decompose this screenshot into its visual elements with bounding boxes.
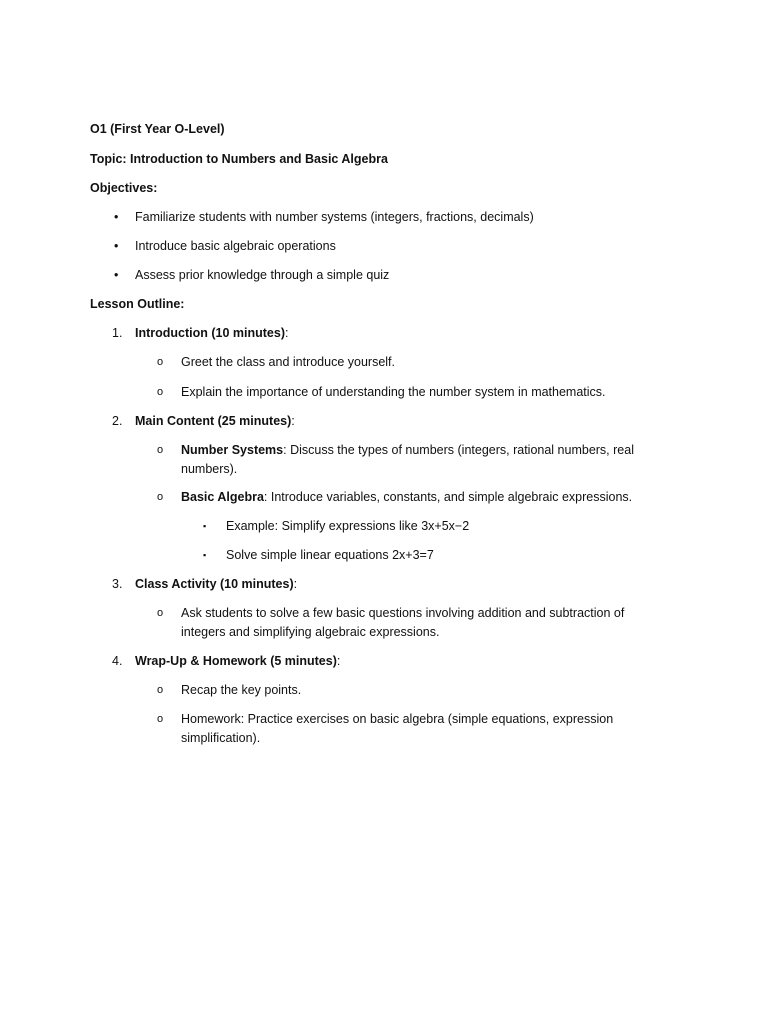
circle-bullet-icon: o (157, 491, 164, 503)
item-lead: Basic Algebra (181, 490, 264, 504)
section-title (135, 324, 288, 343)
bullet-icon: • (114, 239, 119, 253)
item-text: : Discuss the types of numbers (integers, rational numbers, real numbers). (181, 443, 634, 476)
section-title (135, 575, 297, 594)
sub-item: Example: Simplify expressions like 3x+5x−2 (226, 519, 470, 533)
section-title-text: Introduction (10 minutes) (135, 326, 285, 340)
objective-item: Familiarize students with number systems (integers, fractions, decimals) (135, 210, 534, 224)
section-item: Greet the class and introduce yourself. (181, 355, 396, 369)
section-title-text: Class Activity (10 minutes) (135, 577, 294, 591)
class-title: O1 (First Year O-Level) (90, 122, 225, 136)
section-number: 3. (112, 577, 123, 591)
section-item: Recap the key points. (181, 683, 302, 697)
item-text: : Introduce variables, constants, and simple algebraic expressions. (263, 490, 633, 504)
section-title-text: Wrap-Up & Homework (5 minutes) (135, 654, 337, 668)
section-number: 2. (112, 414, 123, 428)
circle-bullet-icon: o (157, 684, 164, 696)
section-title-suffix: : (293, 577, 298, 591)
bullet-icon: • (114, 268, 119, 282)
section-number: 1. (112, 326, 123, 340)
topic-line: Topic: Introduction to Numbers and Basic Algebra (90, 152, 388, 166)
section-item (181, 441, 641, 479)
circle-bullet-icon: o (157, 713, 164, 725)
item-lead: Number Systems (181, 443, 284, 457)
section-item (181, 488, 641, 507)
bullet-icon: • (114, 210, 119, 224)
section-title (135, 412, 295, 431)
circle-bullet-icon: o (157, 386, 164, 398)
sub-item: Solve simple linear equations 2x+3=7 (226, 548, 434, 562)
circle-bullet-icon: o (157, 356, 164, 368)
section-item: Explain the importance of understanding the number system in mathematics. (181, 385, 606, 399)
section-title-suffix: : (336, 654, 341, 668)
section-title (135, 652, 340, 671)
circle-bullet-icon: o (157, 444, 164, 456)
section-number: 4. (112, 654, 123, 668)
section-title-suffix: : (285, 326, 289, 340)
square-bullet-icon: ▪ (203, 521, 207, 531)
circle-bullet-icon: o (157, 607, 164, 619)
objectives-heading: Objectives: (90, 181, 158, 195)
section-item: Homework: Practice exercises on basic algebra (simple equations, expression simplification). (181, 712, 614, 745)
section-title-text: Main Content (25 minutes) (135, 414, 292, 428)
square-bullet-icon: ▪ (203, 550, 207, 560)
objective-item: Introduce basic algebraic operations (135, 239, 336, 253)
section-title-suffix: : (291, 414, 295, 428)
section-item: Ask students to solve a few basic questions involving addition and subtraction of integers and simplifying algebraic expressions. (181, 606, 625, 639)
lesson-outline-heading: Lesson Outline: (90, 297, 185, 311)
objective-item: Assess prior knowledge through a simple quiz (135, 268, 390, 282)
